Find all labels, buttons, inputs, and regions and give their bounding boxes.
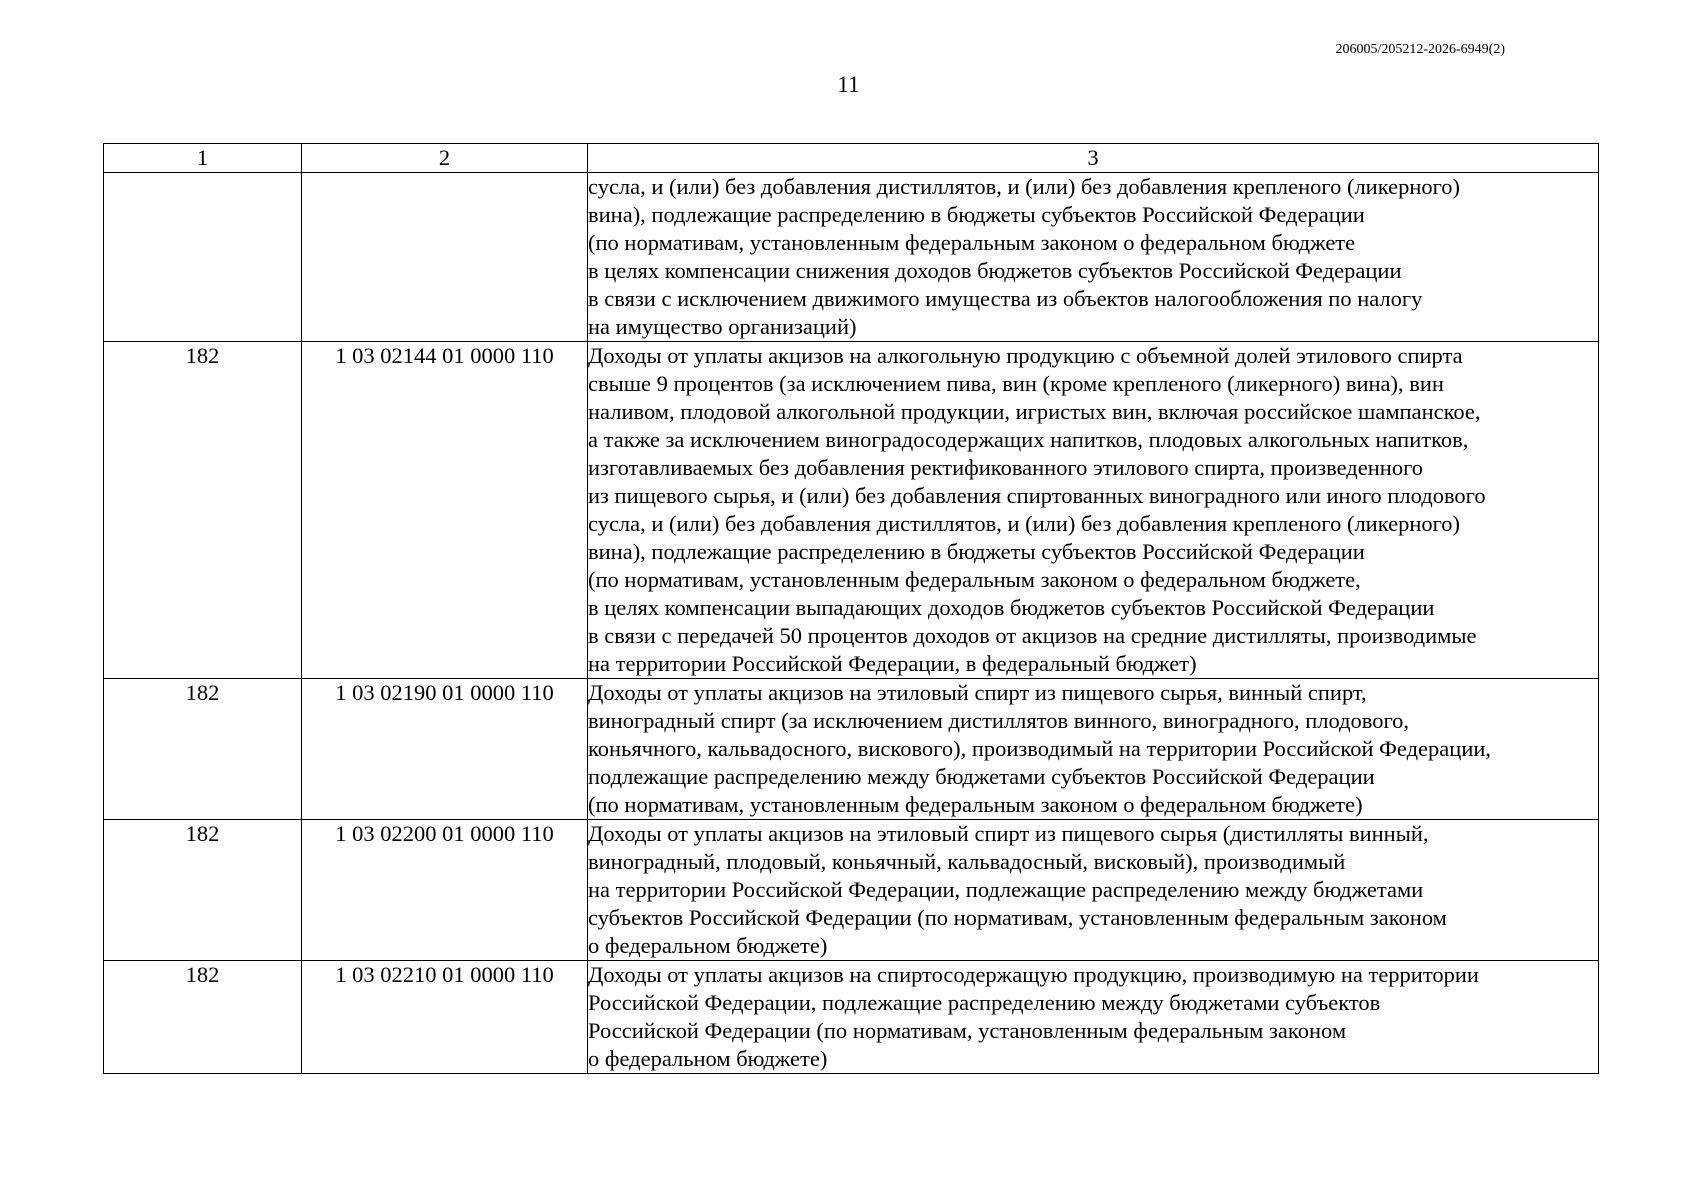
description-line: виноградный, плодовый, коньячный, кальвадосный, висковый), производимый [588, 849, 1346, 874]
revenue-description-cell [588, 820, 1599, 961]
table-row [104, 173, 1599, 342]
description-line: (по нормативам, установленным федеральным законом о федеральном бюджете, [588, 567, 1361, 592]
administrator-code-cell: 182 [104, 342, 302, 679]
description-line: вина), подлежащие распределению в бюджеты субъектов Российской Федерации [588, 202, 1365, 227]
description-line: Доходы от уплаты акцизов на алкогольную продукцию с объемной долей этилового спирта [588, 343, 1463, 368]
description-line: Доходы от уплаты акцизов на этиловый спирт из пищевого сырья (дистилляты винный, [588, 821, 1429, 846]
description-line: сусла, и (или) без добавления дистиллятов, и (или) без добавления крепленого (ликерного) [588, 174, 1461, 199]
description-line: о федеральном бюджете) [588, 1046, 828, 1071]
column-header-1: 1 [104, 144, 302, 173]
table-row [104, 342, 1599, 679]
description-line: в целях компенсации выпадающих доходов бюджетов субъектов Российской Федерации [588, 595, 1435, 620]
description-line: в целях компенсации снижения доходов бюджетов субъектов Российской Федерации [588, 258, 1402, 283]
administrator-code-cell: 182 [104, 961, 302, 1074]
revenue-description-cell [588, 961, 1599, 1074]
description-line: свыше 9 процентов (за исключением пива, вин (кроме крепленого (ликерного) вина), вин [588, 371, 1444, 396]
revenue-description-cell [588, 679, 1599, 820]
description-line: в связи с исключением движимого имущества из объектов налогообложения по налогу [588, 286, 1423, 311]
revenue-description-cell [588, 173, 1599, 342]
description-line: изготавливаемых без добавления ректификованного этилового спирта, произведенного [588, 455, 1423, 480]
description-line: из пищевого сырья, и (или) без добавления спиртованных виноградного или иного плодового [588, 483, 1486, 508]
description-line: Доходы от уплаты акцизов на этиловый спирт из пищевого сырья, винный спирт, [588, 680, 1367, 705]
description-line: Российской Федерации, подлежащие распределению между бюджетами субъектов [588, 990, 1381, 1015]
revenue-codes-table [103, 143, 1599, 1074]
document-registration-number: 206005/205212-2026-6949(2) [1335, 42, 1505, 57]
budget-classification-code-cell: 1 03 02200 01 0000 110 [302, 820, 588, 961]
description-line: сусла, и (или) без добавления дистиллятов, и (или) без добавления крепленого (ликерного) [588, 511, 1461, 536]
description-line: в связи с передачей 50 процентов доходов от акцизов на средние дистилляты, производимые [588, 623, 1477, 648]
description-line: виноградный спирт (за исключением дистиллятов винного, виноградного, плодового, [588, 708, 1410, 733]
administrator-code-cell: 182 [104, 679, 302, 820]
description-line: (по нормативам, установленным федеральным законом о федеральном бюджете) [588, 792, 1363, 817]
description-line: наливом, плодовой алкогольной продукции, игристых вин, включая российское шампанское, [588, 399, 1481, 424]
description-line: на территории Российской Федерации, подлежащие распределению между бюджетами [588, 877, 1424, 902]
administrator-code-cell [104, 173, 302, 342]
budget-classification-code-cell [302, 173, 588, 342]
table-row [104, 679, 1599, 820]
description-line: Российской Федерации (по нормативам, установленным федеральным законом [588, 1018, 1347, 1043]
description-line: субъектов Российской Федерации (по нормативам, установленным федеральным законом [588, 905, 1447, 930]
budget-classification-code-cell: 1 03 02190 01 0000 110 [302, 679, 588, 820]
description-line: а также за исключением виноградосодержащих напитков, плодовых алкогольных напитков, [588, 427, 1469, 452]
description-line: (по нормативам, установленным федеральным законом о федеральном бюджете [588, 230, 1356, 255]
description-line: на территории Российской Федерации, в федеральный бюджет) [588, 651, 1197, 676]
description-line: на имущество организаций) [588, 314, 857, 339]
page-number: 11 [837, 72, 860, 97]
budget-classification-code-cell: 1 03 02144 01 0000 110 [302, 342, 588, 679]
revenue-description-cell [588, 342, 1599, 679]
description-line: Доходы от уплаты акцизов на спиртосодержащую продукцию, производимую на территории [588, 962, 1479, 987]
column-header-3: 3 [588, 144, 1599, 173]
table-row [104, 961, 1599, 1074]
administrator-code-cell: 182 [104, 820, 302, 961]
table-row [104, 820, 1599, 961]
description-line: подлежащие распределению между бюджетами субъектов Российской Федерации [588, 764, 1375, 789]
description-line: вина), подлежащие распределению в бюджеты субъектов Российской Федерации [588, 539, 1365, 564]
description-line: коньячного, кальвадосного, вискового), производимый на территории Российской Федерации, [588, 736, 1492, 761]
column-header-2: 2 [302, 144, 588, 173]
description-line: о федеральном бюджете) [588, 933, 828, 958]
budget-classification-code-cell: 1 03 02210 01 0000 110 [302, 961, 588, 1074]
table-header-row [104, 144, 1599, 173]
